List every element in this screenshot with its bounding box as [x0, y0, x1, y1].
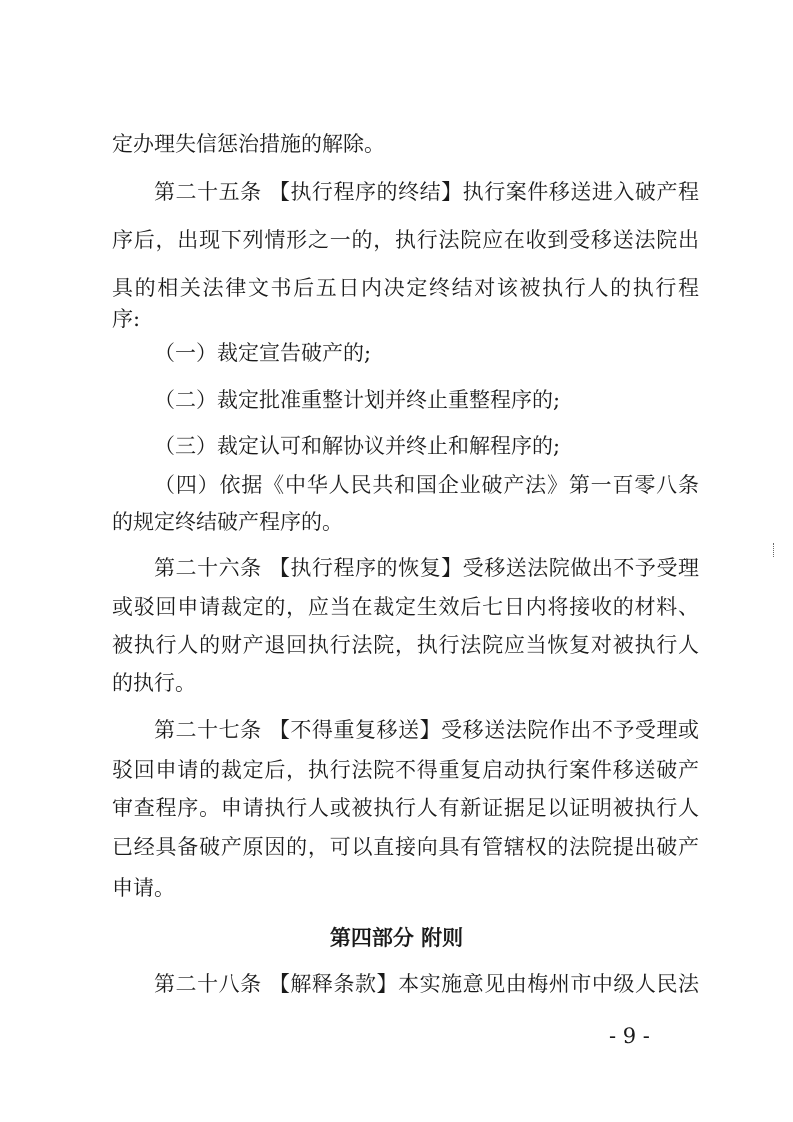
paragraph-line: 审查程序。申请执行人或被执行人有新证据足以证明被执行人 — [112, 796, 699, 820]
paragraph-line: 驳回申请的裁定后，执行法院不得重复启动执行案件移送破产 — [112, 758, 699, 782]
scan-artifact — [773, 543, 777, 557]
list-item: （四）依据《中华人民共和国企业破产法》第一百零八条 — [154, 473, 699, 497]
paragraph-line: 的执行。 — [112, 671, 196, 695]
paragraph-line: 定办理失信惩治措施的解除。 — [112, 132, 385, 156]
article-25-line: 第二十五条 【执行程序的终结】执行案件移送进入破产程 — [154, 180, 699, 204]
paragraph-line: 的规定终结破产程序的。 — [112, 510, 343, 534]
list-item: （一）裁定宣告破产的; — [154, 341, 372, 365]
article-28-line: 第二十八条 【解释条款】本实施意见由梅州市中级人民法 — [154, 972, 699, 996]
section-heading: 第四部分 附则 — [329, 926, 464, 950]
paragraph-line: 申请。 — [112, 876, 175, 900]
paragraph-line: 序后，出现下列情形之一的，执行法院应在收到受移送法院出 — [112, 228, 699, 252]
article-26-line: 第二十六条 【执行程序的恢复】受移送法院做出不予受理 — [154, 556, 699, 580]
list-item: （三）裁定认可和解协议并终止和解程序的; — [154, 434, 561, 458]
paragraph-line: 被执行人的财产退回执行法院，执行法院应当恢复对被执行人 — [112, 633, 699, 657]
paragraph-line: 或驳回申请裁定的，应当在裁定生效后七日内将接收的材料、 — [112, 595, 699, 619]
list-item: （二）裁定批准重整计划并终止重整程序的; — [154, 388, 561, 412]
paragraph-line: 已经具备破产原因的，可以直接向具有管辖权的法院提出破产 — [112, 835, 699, 859]
paragraph-line: 序: — [112, 307, 141, 331]
paragraph-line: 具的相关法律文书后五日内决定终结对该被执行人的执行程 — [112, 276, 699, 300]
article-27-line: 第二十七条 【不得重复移送】受移送法院作出不予受理或 — [154, 718, 699, 742]
page-number: - 9 - — [609, 1024, 650, 1048]
